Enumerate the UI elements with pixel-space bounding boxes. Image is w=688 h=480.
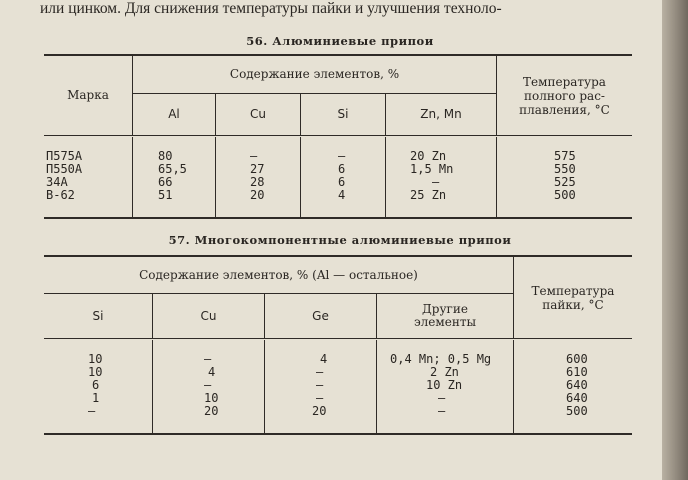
cell-other: 10 Zn [426, 378, 463, 392]
cell-other: 2 Zn [430, 365, 459, 379]
table-57-col-si: Si [92, 308, 104, 323]
cell-other: — [438, 404, 446, 418]
table-56-col-znmn: Zn, Mn [420, 107, 462, 121]
cell-cu: 28 [250, 175, 265, 189]
cell-cu: — [204, 378, 212, 392]
cell-si: 6 [338, 175, 346, 189]
cell-cu: 4 [208, 365, 216, 379]
cell-temp: 640 [566, 378, 588, 392]
table-57-header-content: Содержание элементов, % (Al — остальное) [139, 267, 418, 282]
cell-si: 6 [338, 162, 346, 176]
cell-temp: 600 [566, 352, 588, 366]
table-57-col-cu: Cu [200, 308, 217, 323]
cell-ge: 20 [312, 404, 327, 418]
cell-al: 51 [158, 188, 173, 202]
cell-si: 4 [338, 188, 346, 202]
cell-znmn: 1,5 Mn [410, 162, 454, 176]
table-56-col-al: Al [168, 107, 180, 121]
cell-si: — [338, 149, 346, 163]
cell-temp: 575 [554, 149, 576, 163]
page-edge [662, 0, 688, 480]
cell-marka: 34А [46, 175, 68, 189]
cell-si: 1 [92, 391, 100, 405]
cell-al: 66 [158, 175, 173, 189]
cell-marka: П550А [46, 162, 83, 176]
cell-znmn: 20 Zn [410, 149, 447, 163]
cell-other: — [438, 391, 446, 405]
cell-znmn: — [432, 175, 440, 189]
cell-si: 10 [88, 352, 103, 366]
table-56-header-temp: Температура полного рас- плавления, °С [519, 74, 610, 117]
cell-cu: — [204, 352, 212, 366]
table-57-caption: 57. Многокомпонентные алюминиевые припои [168, 233, 512, 247]
cell-temp: 610 [566, 365, 588, 379]
cell-si: 10 [88, 365, 103, 379]
cell-al: 80 [158, 149, 173, 163]
cell-cu: — [250, 149, 258, 163]
cell-marka: П575А [46, 149, 83, 163]
table-57-header-temp: Температура пайки, °С [531, 283, 615, 312]
cell-si: — [88, 404, 96, 418]
table-56-col-cu: Cu [250, 107, 266, 121]
cell-al: 65,5 [158, 162, 187, 176]
cell-cu: 27 [250, 162, 265, 176]
table-57-col-ge: Ge [312, 308, 329, 323]
table-56-col-si: Si [337, 107, 349, 121]
cell-ge: — [316, 391, 324, 405]
table-56-header-marka: Марка [67, 88, 109, 102]
cell-temp: 500 [566, 404, 588, 418]
cell-cu: 20 [250, 188, 265, 202]
cell-znmn: 25 Zn [410, 188, 447, 202]
cell-ge: 4 [320, 352, 328, 366]
table-57-col-other: Другие элементы [413, 302, 477, 329]
cell-ge: — [316, 365, 324, 379]
cell-ge: — [316, 378, 324, 392]
cell-si: 6 [92, 378, 100, 392]
cell-cu: 20 [204, 404, 219, 418]
cell-temp: 640 [566, 391, 588, 405]
table-56-caption: 56. Алюминиевые припои [246, 34, 434, 48]
cell-temp: 500 [554, 188, 576, 202]
cell-other: 0,4 Mn; 0,5 Mg [390, 352, 492, 366]
cell-cu: 10 [204, 391, 219, 405]
cell-marka: В-62 [46, 188, 75, 202]
table-56-header-content: Содержание элементов, % [229, 67, 400, 81]
cell-temp: 525 [554, 175, 576, 189]
intro-text: или цинком. Для снижения температуры пайки и улучшения техноло- [40, 0, 502, 17]
cell-temp: 550 [554, 162, 576, 176]
